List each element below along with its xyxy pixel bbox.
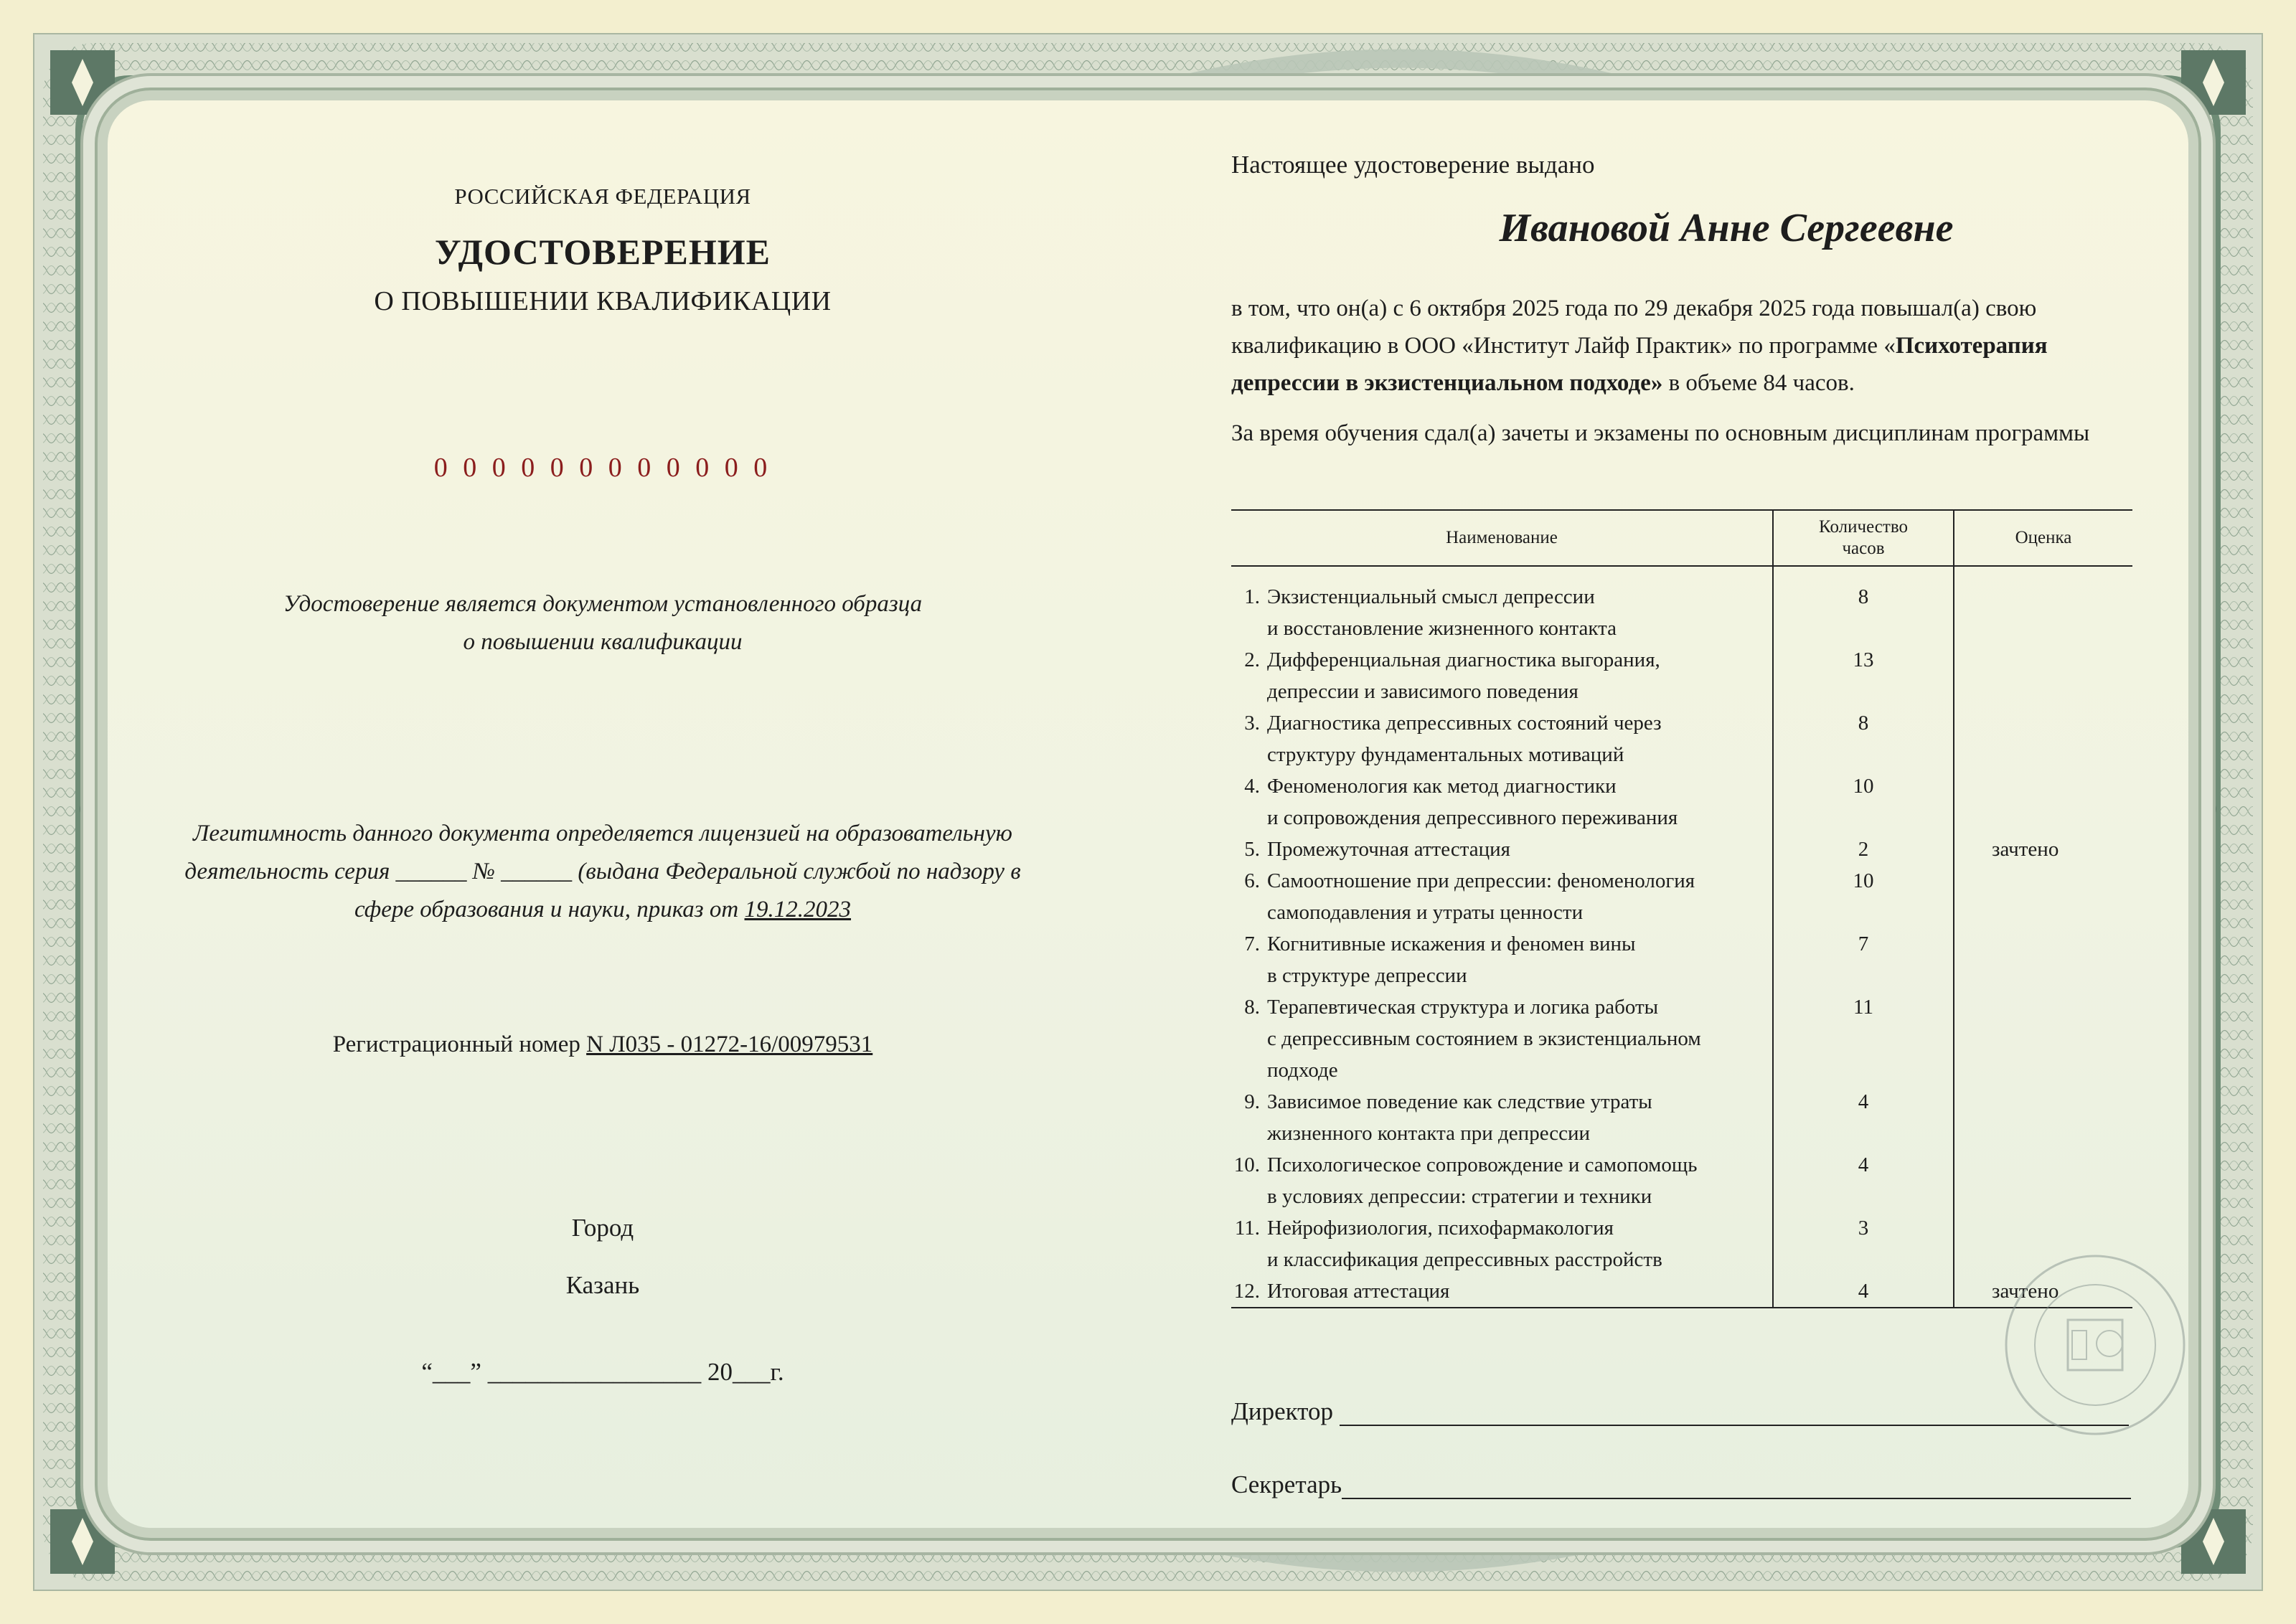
certificate-subtitle: О ПОВЫШЕНИИ КВАЛИФИКАЦИИ <box>374 286 832 316</box>
grade-cell <box>1954 991 2132 1086</box>
hours-value: 4 <box>1858 1153 1869 1176</box>
country-heading: РОССИЙСКАЯ ФЕДЕРАЦИЯ <box>454 184 751 209</box>
discipline-number: 2. <box>1244 648 1260 671</box>
discipline-number: 9. <box>1244 1090 1260 1113</box>
grade-cell <box>1954 834 2132 865</box>
hours-cell <box>1773 1086 1954 1149</box>
issue-date-line: “___” _________________ 20___г. <box>421 1358 784 1386</box>
issued-to-label: Настоящее удостоверение выдано <box>1231 151 1595 179</box>
discipline-title: Психологическое сопровождение и самопомощь в условиях депрессии: стратегии и техники <box>1267 1153 1698 1208</box>
discipline-number: 6. <box>1244 869 1260 892</box>
secretary-signature-line <box>1342 1498 2131 1499</box>
table-header-row <box>1231 510 2132 566</box>
hours-value: 3 <box>1858 1217 1869 1240</box>
hours-cell <box>1773 1149 1954 1212</box>
table-row <box>1231 865 2132 928</box>
exams-statement: За время обучения сдал(а) зачеты и экзамены по основным дисциплинам программы <box>1231 420 2090 446</box>
table-row <box>1231 1086 2132 1149</box>
table-row <box>1231 1275 2132 1308</box>
discipline-title: Терапевтическая структура и логика работы с депрессивным состоянием в экзистенциальном подходе <box>1267 996 1701 1082</box>
discipline-number: 4. <box>1244 775 1260 798</box>
grade-cell <box>1954 770 2132 834</box>
program-statement <box>1231 290 2128 402</box>
hours-value: 13 <box>1853 648 1874 671</box>
table-row <box>1231 1212 2132 1275</box>
discipline-number: 10. <box>1233 1153 1260 1176</box>
hours-cell <box>1773 1212 1954 1275</box>
director-label: Директор <box>1231 1397 1334 1425</box>
hours-value: 4 <box>1858 1090 1869 1113</box>
city-label: Город <box>571 1214 634 1242</box>
program-name: Психотерапия депрессии в экзистенциальном подходе» <box>1231 333 2048 396</box>
legal-statement <box>172 815 1033 929</box>
table-row <box>1231 644 2132 707</box>
statement-text: в том, что он(а) с 6 октября 2025 года по 29 декабря 2025 года повышал(а) свою квалификацию в ООО «Институт Лайф Практик» по программе « <box>1231 296 2037 359</box>
document-note <box>172 585 1033 661</box>
discipline-number: 11. <box>1234 1217 1260 1240</box>
hours-value: 8 <box>1858 585 1869 608</box>
registration-label: Регистрационный номер <box>332 1031 587 1057</box>
serial-number: 0 0 0 0 0 0 0 0 0 0 0 0 <box>433 453 772 483</box>
table-row <box>1231 834 2132 865</box>
discipline-number: 3. <box>1244 712 1260 735</box>
hours-value: 4 <box>1858 1280 1869 1303</box>
hours-value: 11 <box>1853 996 1873 1019</box>
discipline-title: Феноменология как метод диагностики и сопровождения депрессивного переживания <box>1267 775 1678 829</box>
table-row <box>1231 707 2132 770</box>
grade-cell <box>1954 1086 2132 1149</box>
header-grade: Оценка <box>1954 510 2132 566</box>
director-signature <box>1231 1397 2129 1426</box>
hours-cell <box>1773 991 1954 1086</box>
discipline-cell <box>1231 707 1773 770</box>
discipline-cell <box>1231 1275 1773 1308</box>
grade-cell <box>1954 566 2132 644</box>
discipline-title: Итоговая аттестация <box>1267 1280 1450 1303</box>
grade-cell <box>1954 865 2132 928</box>
discipline-title: Диагностика депрессивных состояний через структуру фундаментальных мотиваций <box>1267 712 1662 766</box>
hours-cell <box>1773 834 1954 865</box>
discipline-cell <box>1231 566 1773 644</box>
discipline-cell <box>1231 644 1773 707</box>
grade-cell <box>1954 644 2132 707</box>
city-value: Казань <box>565 1271 640 1299</box>
grade-cell <box>1954 928 2132 991</box>
discipline-number: 7. <box>1244 933 1260 955</box>
table-row <box>1231 928 2132 991</box>
hours-cell <box>1773 928 1954 991</box>
discipline-cell <box>1231 865 1773 928</box>
discipline-title: Экзистенциальный смысл депрессии и восстановление жизненного контакта <box>1267 585 1617 640</box>
grade-value: зачтено <box>1992 838 2059 861</box>
table-row <box>1231 566 2132 644</box>
hours-value: 10 <box>1853 775 1874 798</box>
discipline-title: Зависимое поведение как следствие утраты жизненного контакта при депрессии <box>1267 1090 1652 1145</box>
hours-cell <box>1773 1275 1954 1308</box>
grade-cell <box>1954 707 2132 770</box>
table-row <box>1231 991 2132 1086</box>
legal-text: Легитимность данного документа определяется лицензией на образовательную деятельность серия ______ № ______ (выдана Федеральной службой по надзору в сфере образования и науки, приказ от <box>184 821 1021 922</box>
legal-order-date: 19.12.2023 <box>744 897 852 922</box>
discipline-cell <box>1231 991 1773 1086</box>
grade-cell <box>1954 1149 2132 1212</box>
organization-seal <box>2002 1252 2188 1438</box>
hours-value: 10 <box>1853 869 1874 892</box>
secretary-signature <box>1231 1470 2131 1499</box>
hours-cell <box>1773 644 1954 707</box>
table-body <box>1231 566 2132 1308</box>
program-volume: в объеме 84 часов. <box>1662 370 1855 396</box>
recipient-name: Ивановой Анне Сергеевне <box>1499 206 1954 250</box>
registration-number <box>172 1031 1033 1058</box>
discipline-number: 8. <box>1244 996 1260 1019</box>
discipline-title: Когнитивные искажения и феномен вины в структуре депрессии <box>1267 933 1636 987</box>
secretary-label: Секретарь <box>1231 1470 1342 1498</box>
discipline-title: Промежуточная аттестация <box>1267 838 1510 861</box>
discipline-title: Нейрофизиология, психофармакология и классификация депрессивных расстройств <box>1267 1217 1662 1271</box>
discipline-cell <box>1231 770 1773 834</box>
note-line-1: Удостоверение является документом установленного образца <box>283 591 923 617</box>
discipline-number: 5. <box>1244 838 1260 861</box>
discipline-number: 12. <box>1233 1280 1260 1303</box>
hours-cell <box>1773 566 1954 644</box>
header-hours: Количество часов <box>1773 510 1954 566</box>
discipline-cell <box>1231 1086 1773 1149</box>
hours-cell <box>1773 707 1954 770</box>
discipline-number: 1. <box>1244 585 1260 608</box>
table-row <box>1231 1149 2132 1212</box>
disciplines-table <box>1231 509 2132 1308</box>
registration-value: N Л035 - 01272-16/00979531 <box>586 1031 873 1057</box>
certificate-title: УДОСТОВЕРЕНИЕ <box>435 232 771 272</box>
discipline-cell <box>1231 834 1773 865</box>
hours-value: 8 <box>1858 712 1869 735</box>
grade-value: зачтено <box>1992 1280 2059 1303</box>
hours-value: 2 <box>1858 838 1869 861</box>
discipline-cell <box>1231 1149 1773 1212</box>
discipline-title: Дифференциальная диагностика выгорания, депрессии и зависимого поведения <box>1267 648 1660 703</box>
table-row <box>1231 770 2132 834</box>
hours-cell <box>1773 770 1954 834</box>
discipline-cell <box>1231 1212 1773 1275</box>
hours-cell <box>1773 865 1954 928</box>
note-line-2: о повышении квалификации <box>463 629 743 655</box>
hours-value: 7 <box>1858 933 1869 955</box>
discipline-cell <box>1231 928 1773 991</box>
discipline-title: Самоотношение при депрессии: феноменология самоподавления и утраты ценности <box>1267 869 1695 924</box>
header-name: Наименование <box>1231 510 1773 566</box>
